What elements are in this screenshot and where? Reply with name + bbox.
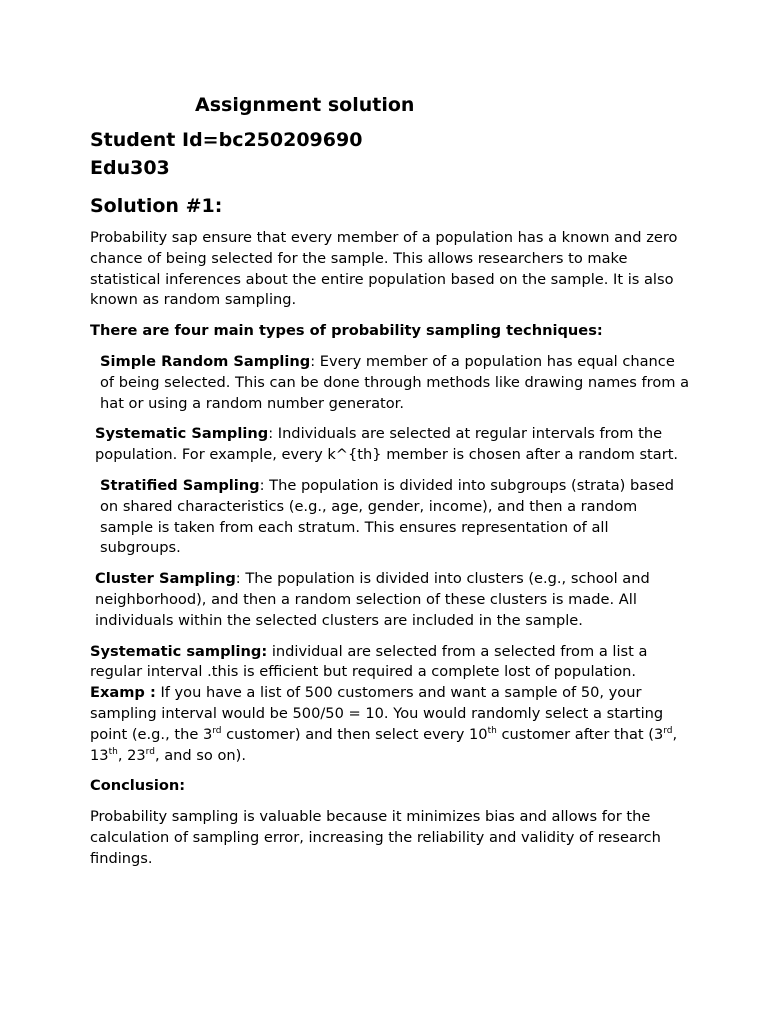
superscript: th	[487, 725, 497, 736]
type-stratified	[90, 476, 690, 559]
type-cluster	[90, 569, 690, 631]
types-heading: There are four main types of probability sampling techniques:	[90, 322, 603, 340]
example-text: customer after that (3	[496, 725, 664, 743]
course-code: Edu303	[90, 157, 170, 179]
example-text: , 13	[90, 725, 678, 764]
superscript: th	[108, 746, 118, 757]
example-text: , and so on).	[154, 746, 246, 764]
type-term: Systematic Sampling	[95, 425, 269, 443]
systematic-description: individual are selected from a selected from a list a regular interval .this is efficient but required a complete lost of population.	[90, 642, 648, 681]
type-description: : The population is divided into clusters (e.g., school and neighborhood), and then a random selection of these clusters is made. All individuals within the selected clusters are included in the sample.	[95, 570, 650, 629]
type-description: : Individuals are selected at regular intervals from the population. For example, every k^{th} member is chosen after a random start.	[95, 425, 679, 464]
solution-heading: Solution #1:	[90, 195, 223, 217]
student-id: Student Id=bc250209690	[90, 129, 363, 151]
type-description: : Every member of a population has equal chance of being selected. This can be done through methods like drawing names from a hat or using a random number generator.	[100, 352, 690, 412]
document-title: Assignment solution	[195, 94, 415, 116]
example-text: customer) and then select every 10	[221, 725, 488, 743]
intro-paragraph: Probability sap ensure that every member of a population has a known and zero chance of being selected for the sample. This allows researchers to make statistical inferences about the entire population based on the sample. It is also known as random sampling.	[90, 229, 678, 309]
superscript: rd	[145, 746, 155, 757]
type-term: Cluster Sampling	[95, 570, 236, 588]
superscript: rd	[663, 725, 673, 736]
type-term: Stratified Sampling	[100, 476, 260, 494]
example-text: , 23	[117, 746, 146, 764]
systematic-sampling-paragraph	[90, 642, 690, 767]
document-page	[90, 92, 690, 880]
example-text: If you have a list of 500 customers and want a sample of 50, your sampling interval would be 500/50 = 10. You would randomly select a starting point (e.g., the 3	[90, 684, 664, 743]
systematic-term: Systematic sampling:	[90, 642, 268, 660]
example-label: Examp :	[90, 684, 156, 702]
type-systematic	[90, 424, 690, 466]
superscript: rd	[212, 725, 222, 736]
type-simple-random	[90, 352, 690, 414]
type-term: Simple Random Sampling	[100, 352, 311, 370]
conclusion-paragraph: Probability sampling is valuable because it minimizes bias and allows for the calculation of sampling error, increasing the reliability and validity of research findings.	[90, 808, 661, 867]
type-description: : The population is divided into subgroups (strata) based on shared characteristics (e.g., age, gender, income), and then a random sample is taken from each stratum. This ensures representation of all subgroups.	[100, 476, 675, 557]
conclusion-heading: Conclusion:	[90, 777, 186, 795]
